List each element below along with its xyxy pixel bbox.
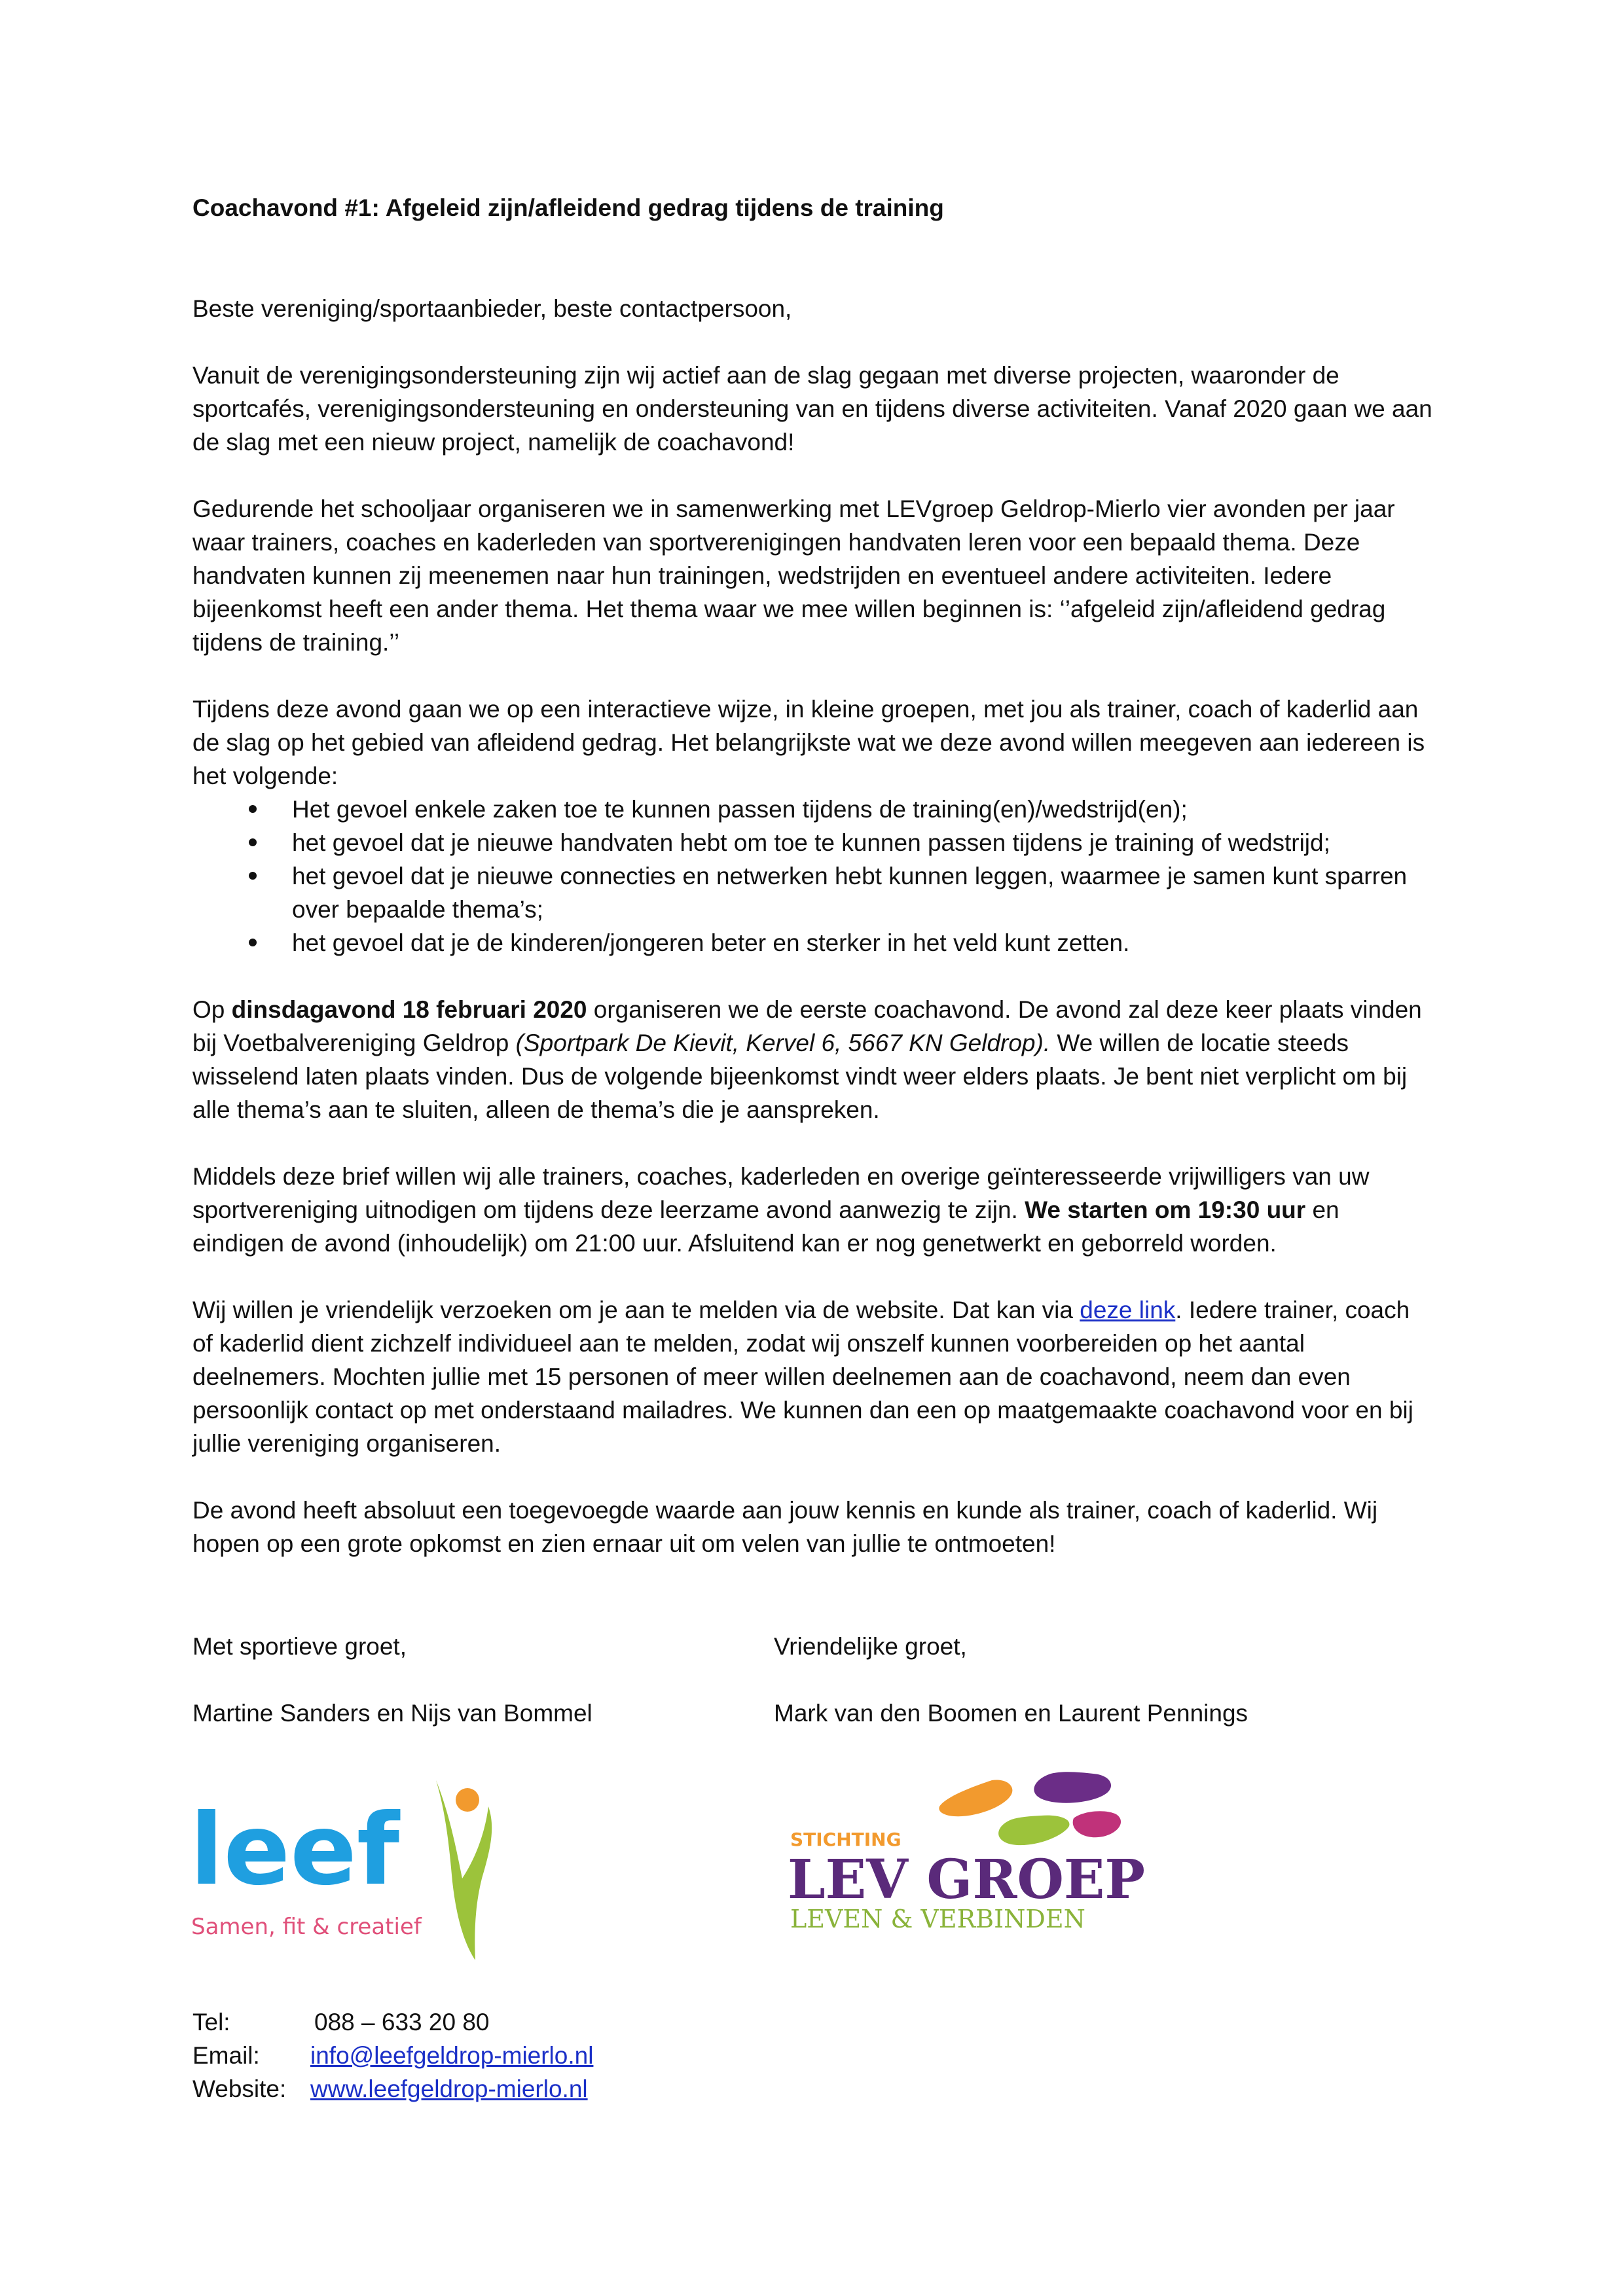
greeting: Beste vereniging/sportaanbieder, beste contactpersoon, (192, 295, 792, 322)
lev-logo-main: LEV GROEP (788, 1848, 1146, 1911)
text-span: . Iedere trainer, coach of kaderlid dient zichzelf individueel aan te melden, zodat wij onszelf kunnen voorbereiden op het aantal deelnemers. Mochten jullie met 15 personen of meer willen deelnemen aan de coachavond, neem dan even persoonlijk contact op met onderstaand mailadres. We kunnen dan een op maatgemaakte coachavond voor en bij jullie vereniging organiseren. (192, 1297, 1413, 1457)
list-item: het gevoel dat je de kinderen/jongeren beter en sterker in het veld kunt zetten. (192, 926, 1436, 960)
letter-body (192, 191, 1436, 1594)
paragraph-program: Gedurende het schooljaar organiseren we in samenwerking met LEVgroep Geldrop-Mierlo vier avonden per jaar waar trainers, coaches en kaderleden van sportverenigingen handvaten leren voor een bepaald thema. Deze handvaten kunnen zij meenemen naar hun trainingen, wedstrijden en eventueel andere activiteiten. Iedere bijeenkomst heeft een ander thema. Het thema waar we mee willen beginnen is: ‘’afgeleid zijn/afleidend gedrag tijdens de training.’’ (192, 495, 1395, 656)
paragraph-registration (192, 1293, 1436, 1460)
signoff-names-left: Martine Sanders en Nijs van Bommel (192, 1700, 592, 1727)
text-span: en eindigen de avond (inhoudelijk) om 21:00 uur. Afsluitend kan er nog genetwerkt en geborreld worden. (192, 1196, 1339, 1257)
signoff-names-right: Mark van den Boomen en Laurent Pennings (774, 1700, 1248, 1727)
event-date: dinsdagavond 18 februari 2020 (231, 996, 587, 1023)
list-item: het gevoel dat je nieuwe connecties en netwerken hebt kunnen leggen, waarmee je samen kunt sparren over bepaalde thema’s; (192, 859, 1436, 926)
paragraph-evening: Tijdens deze avond gaan we op een interactieve wijze, in kleine groepen, met jou als trainer, coach of kaderlid aan de slag op het gebied van afleidend gedrag. Het belangrijkste wat we deze avond willen meegeven aan iedereen is het volgende: (192, 696, 1425, 789)
signoff-greeting-right: Vriendelijke groet, (774, 1633, 967, 1660)
lev-logo-petal-purple (1034, 1772, 1111, 1803)
paragraph-closing: De avond heeft absoluut een toegevoegde waarde aan jouw kennis en kunde als trainer, coach of kaderlid. Wij hopen op een grote opkomst en zien ernaar uit om velen van jullie te ontmoeten! (192, 1497, 1378, 1557)
lev-groep-logo (776, 1767, 1156, 1944)
tel-value: 088 – 633 20 80 (314, 2009, 490, 2036)
signoff-left (192, 1630, 756, 1730)
leef-logo-head (456, 1788, 479, 1812)
leef-logo-tagline: Samen, fit & creatief (191, 1914, 422, 1940)
start-time: We starten om 19:30 uur (1025, 1196, 1306, 1223)
event-location: (Sportpark De Kievit, Kervel 6, 5667 KN Geldrop). (515, 1030, 1051, 1056)
list-item: het gevoel dat je nieuwe handvaten hebt om toe te kunnen passen tijdens je training of wedstrijd; (192, 826, 1436, 859)
lev-logo-sub: LEVEN & VERBINDEN (790, 1905, 1085, 1933)
text-span: We willen de locatie steeds wisselend laten plaats vinden. Dus de volgende bijeenkomst vindt weer elders plaats. Je bent niet verplicht om bij alle thema’s aan te sluiten, alleen de thema’s die je aanspreken. (192, 1030, 1408, 1123)
lev-logo-top: STICHTING (790, 1829, 902, 1850)
registration-link[interactable]: deze link (1080, 1297, 1176, 1323)
paragraph-intro: Vanuit de verenigingsondersteuning zijn wij actief aan de slag gegaan met diverse projecten, waaronder de sportcafés, verenigingsondersteuning en ondersteuning van en tijdens diverse activiteiten. Vanaf 2020 gaan we aan de slag met een nieuw project, namelijk de coachavond! (192, 362, 1432, 456)
email-link[interactable]: info@leefgeldrop-mierlo.nl (310, 2042, 594, 2069)
signoff-right (774, 1630, 1337, 1730)
goals-list (192, 793, 1436, 960)
text-span: organiseren we de eerste coachavond. De avond zal deze keer plaats vinden bij Voetbalvereniging Geldrop (192, 996, 1422, 1056)
paragraph-date-location (192, 993, 1436, 1126)
signoff-greeting-left: Met sportieve groet, (192, 1633, 407, 1660)
text-span: Wij willen je vriendelijk verzoeken om je aan te melden via de website. Dat kan via (192, 1297, 1080, 1323)
website-link[interactable]: www.leefgeldrop-mierlo.nl (310, 2075, 588, 2102)
text-span: Middels deze brief willen wij alle trainers, coaches, kaderleden en overige geïnteresseerde vrijwilligers van uw sportvereniging uitnodigen om tijdens deze leerzame avond aanwezig te zijn. (192, 1163, 1370, 1223)
tel-label: Tel: (192, 2009, 230, 2036)
leef-logo (187, 1767, 554, 1964)
lev-logo-petal-pink (1073, 1811, 1121, 1837)
list-item: Het gevoel enkele zaken toe te kunnen passen tijdens de training(en)/wedstrijd(en); (192, 793, 1436, 826)
lev-logo-petal-green (998, 1816, 1069, 1846)
leef-logo-word: leef (190, 1793, 400, 1907)
text-span: Op (192, 996, 232, 1023)
paragraph-invitation (192, 1160, 1436, 1260)
email-label: Email: (192, 2042, 260, 2069)
letter-title: Coachavond #1: Afgeleid zijn/afleidend gedrag tijdens de training (192, 194, 944, 221)
lev-logo-petal-orange (939, 1780, 1012, 1816)
website-label: Website: (192, 2075, 287, 2102)
